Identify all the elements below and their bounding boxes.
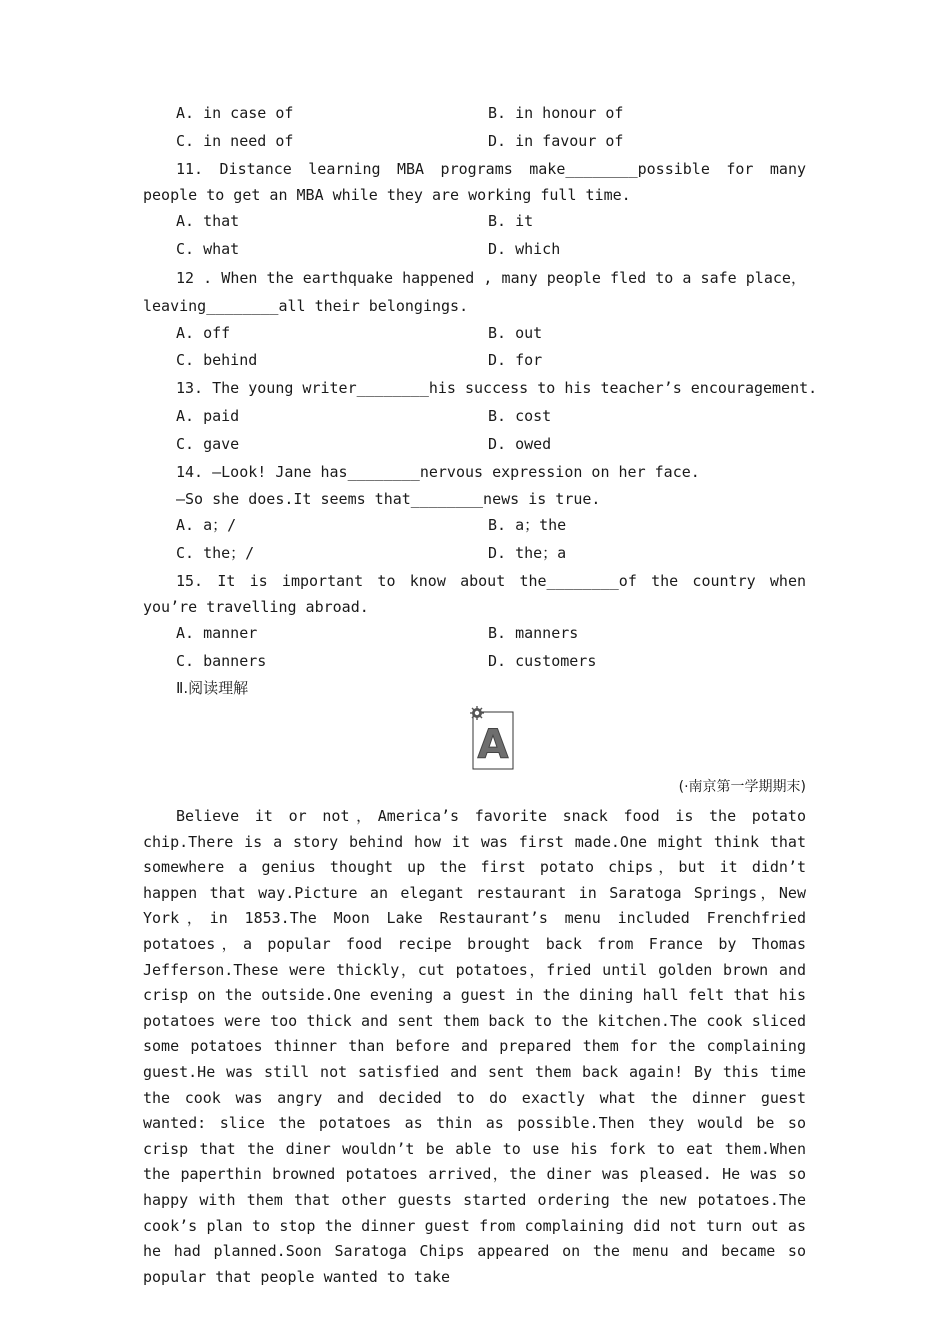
q11-option-c: C. what (176, 240, 240, 258)
q15-stem: 15. It is important to know about the________of the country when you’re travelling abroad. (143, 572, 806, 616)
q10-option-b: B. in honour of (488, 104, 624, 122)
q10-option-c: C. in need of (176, 132, 294, 150)
q11-stem: 11. Distance learning MBA programs make________possible for many people to get an MBA while they are working full time. (143, 160, 806, 204)
passage-a-body: Believe it or not，America’s favorite snack food is the potato chip.There is a story behind how it was first made.One might think that somewhere a genius thought up the first potato chips，but it didn’t happen that way.Picture an elegant restaurant in Saratoga Springs，New York，in 1853.The Moon Lake Restaurant’s menu included Frenchfried potatoes，a popular food recipe brought back from France by Thomas Jefferson.These were thickly，cut potatoes，fried until golden brown and crisp on the outside.One evening a guest in the dining hall felt that his potatoes were too thick and sent them back to the kitchen.The cook sliced some potatoes thinner than before and prepared them for the complaining guest.He was still not satisfied and sent them back again! By this time the cook was angry and decided to do exactly what the dinner guest wanted: slice the potatoes as thin as possible.Then they would be so crisp that the diner wouldn’t be able to use his fork to eat them.When the paperthin browned potatoes arrived，the diner was pleased. He was so happy with them that other guests started ordering the new potatoes.The cook’s plan to stop the dinner guest from complaining did not turn out as he had planned.Soon Saratoga Chips appeared on the menu and became so popular that people wanted to take (143, 807, 806, 1286)
q15-option-b: B. manners (488, 624, 579, 642)
q13-stem: 13. The young writer________his success to his teacher’s encouragement. (176, 379, 818, 397)
q11-option-a: A. that (176, 212, 240, 230)
q12-stem: 12 . When the earthquake happened , many people fled to a safe place，leaving________all their belongings. (143, 269, 806, 315)
q13-option-a: A. paid (176, 407, 240, 425)
passage-a-logo (469, 706, 515, 770)
q14-line-1: 14. —Look! Jane has________nervous expression on her face. (176, 463, 700, 481)
q12-option-c: C. behind (176, 351, 258, 369)
q14-option-b: B. a；the (488, 516, 567, 534)
passage-a-badge-icon (469, 706, 515, 770)
q15-option-a: A. manner (176, 624, 258, 642)
q14-option-a: A. a；/ (176, 516, 237, 534)
section-heading: Ⅱ.阅读理解 (176, 679, 249, 697)
q11-option-b: B. it (488, 212, 534, 230)
q12-option-d: D. for (488, 351, 543, 369)
q10-option-d: D. in favour of (488, 132, 624, 150)
q10-option-a: A. in case of (176, 104, 294, 122)
q13-option-c: C. gave (176, 435, 240, 453)
passage-source: (·南京第一学期期末) (678, 779, 806, 795)
passage-a-letter: A (477, 722, 509, 768)
q15-option-c: C. banners (176, 652, 267, 670)
q14-option-d: D. the；a (488, 544, 567, 562)
q14-option-c: C. the；/ (176, 544, 255, 562)
q12-option-a: A. off (176, 324, 231, 342)
q13-option-d: D. owed (488, 435, 552, 453)
q13-option-b: B. cost (488, 407, 552, 425)
q15-option-d: D. customers (488, 652, 597, 670)
q12-option-b: B. out (488, 324, 543, 342)
q11-option-d: D. which (488, 240, 561, 258)
q14-line-2: —So she does.It seems that________news is true. (176, 490, 601, 508)
